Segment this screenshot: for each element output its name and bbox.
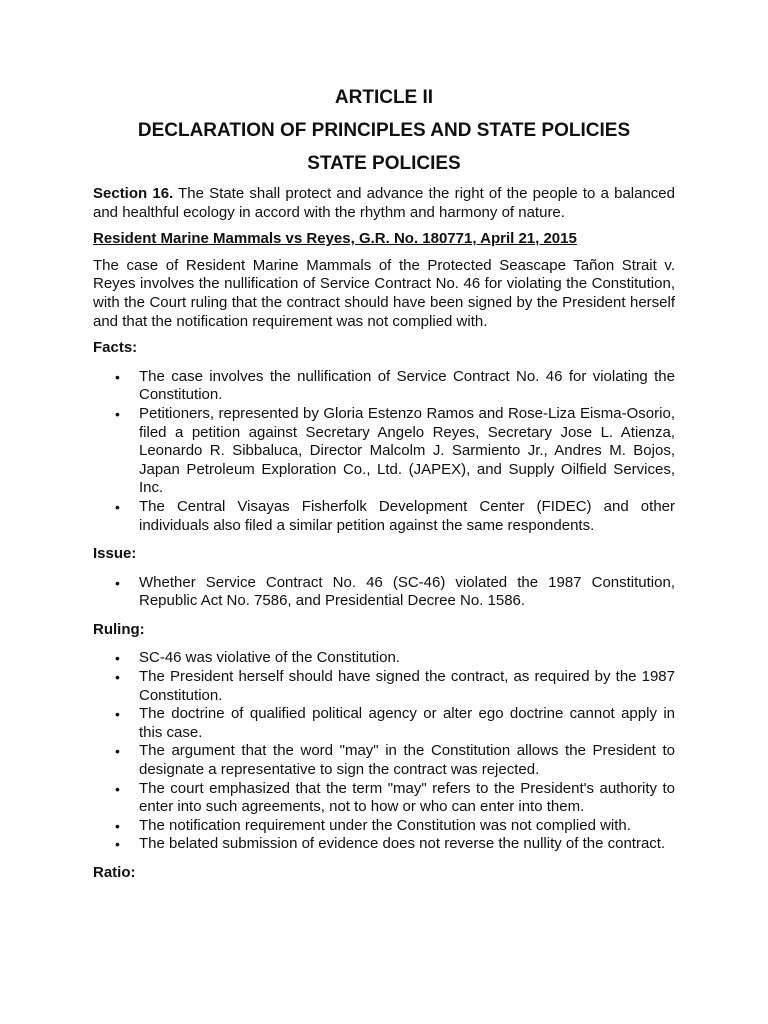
bullet-icon: • [115, 706, 120, 723]
section-label: Section 16. [93, 185, 174, 202]
declaration-heading: DECLARATION OF PRINCIPLES AND STATE POLICIES [137, 120, 631, 141]
bullet-icon: • [115, 405, 120, 422]
section-16-paragraph [93, 185, 675, 222]
bullet-icon: • [115, 780, 120, 797]
ruling-label: Ruling: [93, 620, 145, 638]
list-item: • SC-46 was violative of the Constitution. [115, 649, 400, 667]
bullet-icon: • [115, 650, 120, 667]
case-title: Resident Marine Mammals vs Reyes, G.R. No. 180771, April 21, 2015 [93, 230, 577, 248]
document-page [93, 86, 675, 893]
list-item: • Petitioners, represented by Gloria Estenzo Ramos and Rose-Liza Eisma-Osorio, filed a petition against Secretary Angelo Reyes, Secretary Jose L. Atienza, Leonardo R. Sibbaluca, Director Malcolm J. Sarmiento Jr., Andres M. Bojos, Japan Petroleum Exploration Co., Ltd. (JAPEX), and Supply Oilfield Services, Inc. [115, 404, 675, 497]
facts-list [93, 368, 675, 535]
list-item: • The doctrine of qualified political agency or alter ego doctrine cannot apply in this case. [115, 705, 675, 741]
facts-label: Facts: [93, 339, 138, 357]
list-item: • Whether Service Contract No. 46 (SC-46) violated the 1987 Constitution, Republic Act No. 7586, and Presidential Decree No. 1586. [115, 573, 675, 610]
issue-list [93, 574, 675, 611]
list-item: • The President herself should have signed the contract, as required by the 1987 Constitution. [115, 668, 675, 704]
article-heading: ARTICLE II [334, 87, 434, 108]
list-item: • The court emphasized that the term "may" refers to the President's authority to enter into such agreements, not to how or who can enter into them. [115, 779, 675, 816]
section-text: The State shall protect and advance the right of the people to a balanced and healthful ecology in accord with the rhythm and harmony of nature. [93, 185, 675, 221]
case-summary: The case of Resident Marine Mammals of the Protected Seascape Tañon Strait v. Reyes involves the nullification of Service Contract No. 46 for violating the Constitution, with the Court ruling that the contract should have been signed by the President herself and that the notification requirement was not complied with. [93, 256, 675, 330]
bullet-icon: • [115, 836, 120, 853]
state-policies-heading: STATE POLICIES [307, 153, 461, 174]
bullet-icon: • [115, 669, 120, 686]
list-item: • The argument that the word "may" in the Constitution allows the President to designate a representative to sign the contract was rejected. [115, 742, 675, 779]
list-item: • The notification requirement under the Constitution was not complied with. [115, 816, 631, 834]
list-item: • The belated submission of evidence does not reverse the nullity of the contract. [115, 835, 666, 853]
ruling-list [93, 649, 675, 854]
bullet-icon: • [115, 498, 120, 515]
bullet-icon: • [115, 368, 120, 385]
list-item: • The case involves the nullification of Service Contract No. 46 for violating the Constitution. [115, 367, 675, 404]
list-item: • The Central Visayas Fisherfolk Development Center (FIDEC) and other individuals also filed a similar petition against the same respondents. [115, 497, 675, 534]
bullet-icon: • [115, 817, 120, 834]
ratio-label: Ratio: [93, 864, 136, 881]
bullet-icon: • [115, 743, 120, 760]
bullet-icon: • [115, 574, 120, 591]
issue-label: Issue: [93, 545, 137, 563]
